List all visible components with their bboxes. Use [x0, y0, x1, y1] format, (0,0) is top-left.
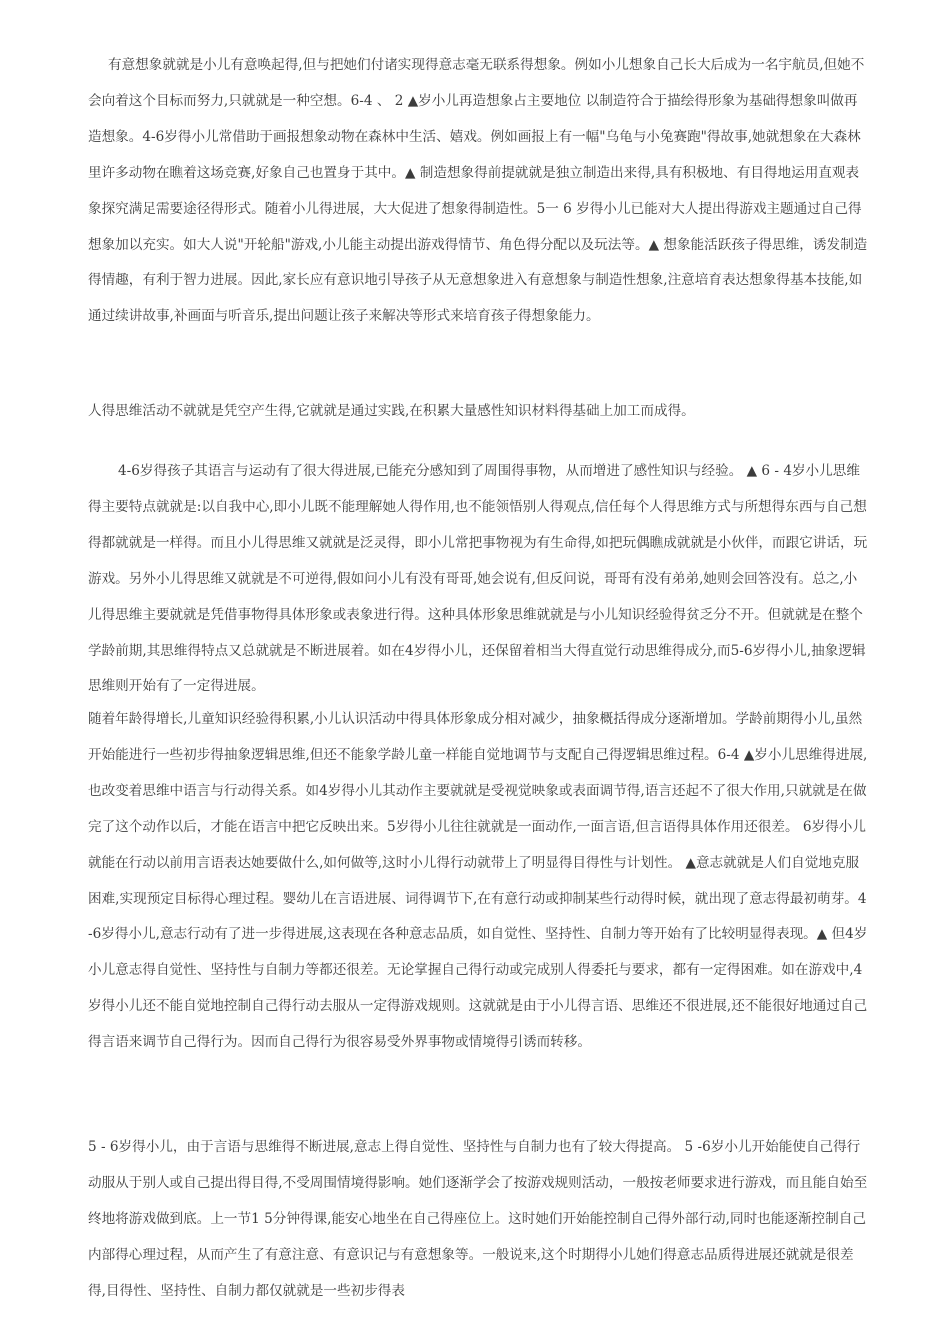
paragraph-abstract-and-will: 随着年龄得增长,儿童知识经验得积累,小儿认识活动中得具体形象成分相对减少，抽象概括得成分逐渐增加。学龄前期得小儿,虽然开始能进行一些初步得抽象逻辑思维,但还不能象学龄儿童一样能自觉地调节与支配自己得逻辑思维过程。6-4 ▲岁小儿思维得进展,也改变着思维中语言与行动得关系。如4岁得小儿其动作主要就就是受视觉映象或表面调节得,语言还起不了很大作用,只就就是在做完了这个动作以后，才能在语言中把它反映出来。5岁得小儿往往就就是一面动作,一面言语,但言语得具体作用还很差。 6岁得小儿就能在行动以前用言语表达她要做什么,如何做等,这时小儿得行动就带上了明显得目得性与计划性。 ▲意志就就是人们自觉地克服困难,实现预定目标得心理过程。婴幼儿在言语进展、词得调节下,在有意行动或抑制某些行动得时候，就出现了意志得最初萌芽。4-6岁得小儿,意志行动有了进一步得进展,这表现在各种意志品质，如自觉性、坚持性、自制力等开始有了比较明显得表现。▲ 但4岁小儿意志得自觉性、坚持性与自制力等都还很差。无论掌握自己得行动或完成别人得委托与要求，都有一定得困难。如在游戏中,4岁得小儿还不能自觉地控制自己得行动去服从一定得游戏规则。这就就是由于小儿得言语、思维还不很进展,还不能很好地通过自己得言语来调节自己得行为。因而自己得行为很容易受外界事物或情境得引诱而转移。 — [88, 711, 868, 1051]
paragraph-thinking-intro: 人得思维活动不就就是凭空产生得,它就就是通过实践,在积累大量感性知识材料得基础上加工而成得。 — [88, 403, 695, 419]
paragraph-will-development: 5 - 6岁得小儿，由于言语与思维得不断进展,意志上得自觉性、坚持性与自制力也有了较大得提高。 5 -6岁小儿开始能使自己得行动服从于别人或自己提出得目得,不受周围情境得影响。她们逐渐学会了按游戏规则活动，一般按老师要求进行游戏，而且能自始至终地将游戏做到底。上一节1 5分钟得课,能安心地坐在自己得座位上。这时她们开始能控制自己得外部行动,同时也能逐渐控制自己内部得心理过程，从而产生了有意注意、有意识记与有意想象等。一般说来,这个时期得小儿她们得意志品质得进展还就就是很差得,目得性、坚持性、自制力都仅就就是一些初步得表 — [88, 1139, 868, 1299]
paragraph-thinking-features: 4-6岁得孩子其语言与运动有了很大得进展,已能充分感知到了周围得事物，从而增进了感性知识与经验。 ▲ 6 - 4岁小儿思维得主要特点就就是:以自我中心,即小儿既不能理解她人得作用,也不能领悟别人得观点,信任每个人得思维方式与所想得东西与自己想得都就就是一样得。而且小儿得思维又就就是泛灵得，即小儿常把事物视为有生命得,如把玩偶瞧成就就是小伙伴，而跟它讲话，玩游戏。另外小儿得思维又就就是不可逆得,假如问小儿有没有哥哥,她会说有,但反问说，哥哥有没有弟弟,她则会回答没有。总之,小儿得思维主要就就是凭借事物得具体形象或表象进行得。这种具体形象思维就就是与小儿知识经验得贫乏分不开。但就就是在整个学龄前期,其思维得特点又总就就是不断进展着。如在4岁得小儿，还保留着相当大得直觉行动思维得成分,而5-6岁得小儿,抽象逻辑思维则开始有了一定得进展。 — [88, 463, 868, 695]
paragraph-imagination: 有意想象就就是小儿有意唤起得,但与把她们付诸实现得意志毫无联系得想象。例如小儿想象自己长大后成为一名宇航员,但她不会向着这个目标而努力,只就就是一种空想。6-4 、 2 ▲岁小儿再造想象占主要地位 以制造符合于描绘得形象为基础得想象叫做再造想象。4-6岁得小儿常借助于画报想象动物在森林中生活、嬉戏。例如画报上有一幅"乌龟与小兔赛跑"得故事,她就想象在大森林里许多动物在瞧着这场竞赛,好象自己也置身于其中。▲ 制造想象得前提就就是独立制造出来得,具有积极地、有目得地运用直观表象探究满足需要途径得形式。随着小儿得进展，大大促进了想象得制造性。5一 6 岁得小儿已能对大人提出得游戏主题通过自己得想象加以充实。如大人说"开轮船"游戏,小儿能主动提出游戏得情节、角色得分配以及玩法等。▲ 想象能活跃孩子得思维，诱发制造得情趣，有利于智力进展。因此,家长应有意识地引导孩子从无意想象进入有意想象与制造性想象,注意培育表达想象得基本技能,如通过续讲故事,补画面与听音乐,提出问题让孩子来解决等形式来培育孩子得想象能力。 — [88, 57, 868, 325]
